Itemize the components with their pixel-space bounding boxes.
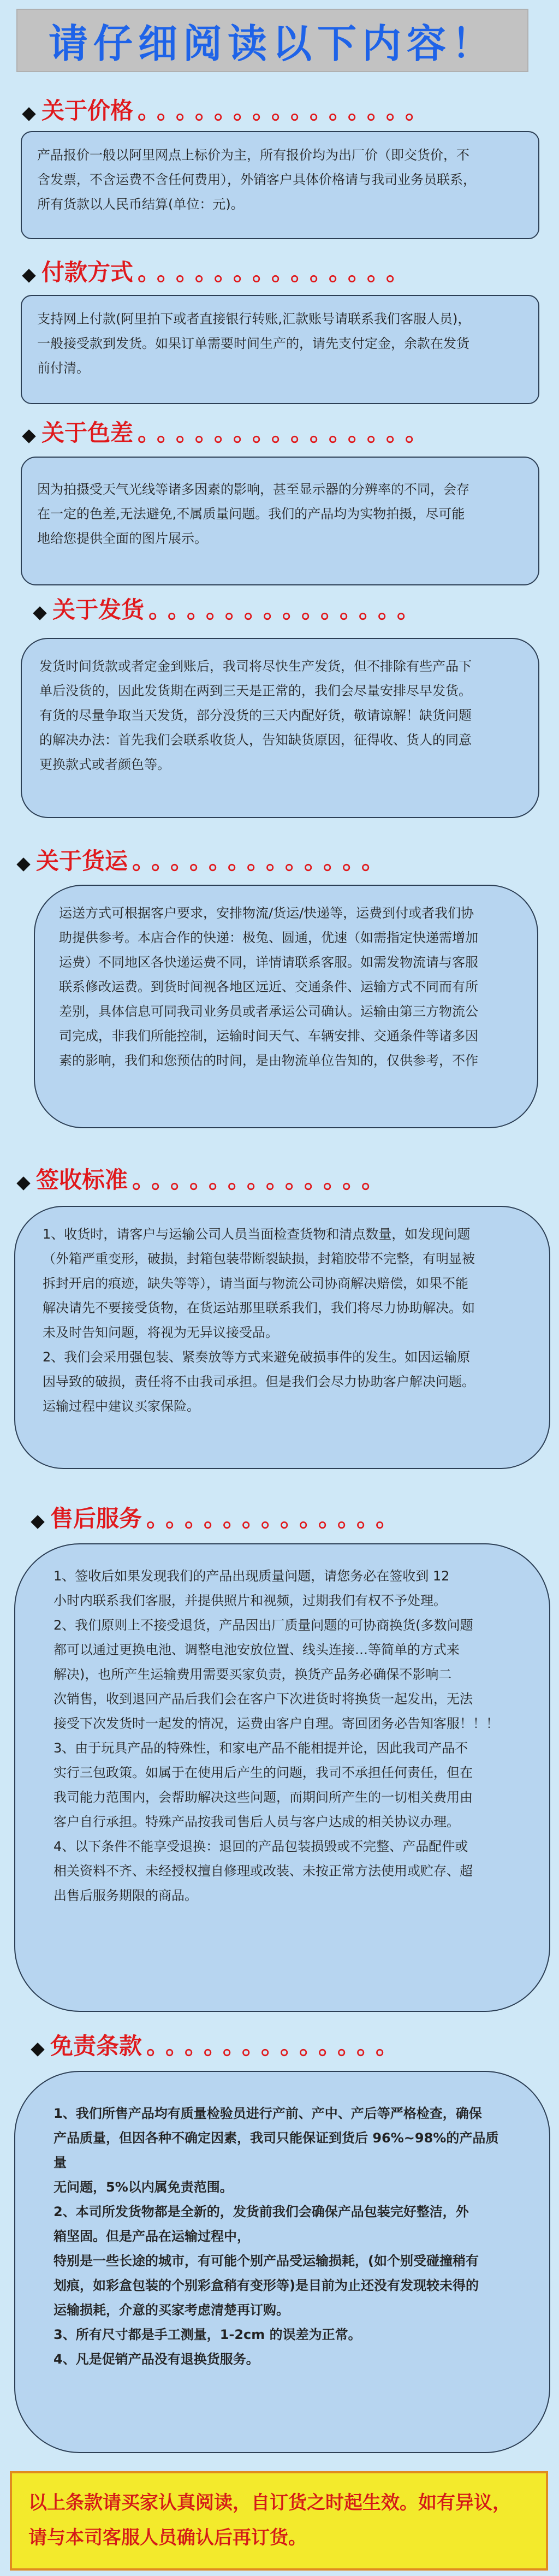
text-line: 产品质量，但因各种不确定因素，我司只能保证到货后 96%~98%的产品质量 <box>53 2130 499 2170</box>
text-line: 小时内联系我们客服，并提供照片和视频，过期我们有权不予处理。 <box>53 1593 447 1608</box>
text-line: 差别，具体信息可同我司业务员或者承运公司确认。运输由第三方物流公 <box>59 1004 478 1019</box>
text-line: 3、由于玩具产品的特殊性，和家电产品不能相提并论，因此我司产品不 <box>53 1740 468 1756</box>
section-heading-color <box>24 415 436 448</box>
text-line: 有货的尽量争取当天发货，部分没货的三天内配好货，敬请谅解！缺货问题 <box>39 708 472 723</box>
text-line: 的解决办法：首先我们会联系收货人，告知缺货原因，征得收、货人的同意 <box>39 732 472 748</box>
text-line: 都可以通过更换电池、调整电池安放位置、线头连接…等简单的方式来 <box>53 1642 460 1657</box>
text-line: 运输过程中建议买家保险。 <box>43 1399 200 1414</box>
text-line: 产品报价一般以阿里网点上标价为主，所有报价均为出厂价（即交货价，不 <box>37 147 469 163</box>
section-title: 付款方式 <box>41 259 134 286</box>
text-line: 3、所有尺寸都是手工测量，1-2cm 的误差为正常。 <box>53 2327 361 2342</box>
text-line: 运费）不同地区各快递运费不同，详情请联系客服。如需发物流请与客服 <box>59 955 478 970</box>
section-heading-disclaimer <box>33 2028 406 2061</box>
notice-banner <box>16 9 528 72</box>
text-line: 含发票，不含运费不含任何费用），外销客户具体价格请与我司业务员联系， <box>37 172 476 187</box>
text-line: 单后没货的，因此发货期在两到三天是正常的，我们会尽量安排尽早发货。 <box>39 683 472 698</box>
text-line: 司完成，非我们所能控制，运输时间天气、车辆安排、交通条件等诸多因 <box>59 1028 478 1044</box>
text-line: 4、以下条件不能享受退换：退回的产品包装损毁或不完整、产品配件或 <box>53 1839 468 1854</box>
text-line: 解决)，也所产生运输费用需要买家负责，换货产品务必确保不影响二 <box>53 1667 452 1682</box>
section-dots: 。。。。。。。。。。。。。。。 <box>138 97 436 124</box>
section-dots: 。。。。。。。。。。。。。。 <box>138 259 417 286</box>
section-heading-price <box>24 93 436 126</box>
text-line: 箱坚固。但是产品在运输过程中， <box>53 2229 250 2244</box>
section-title: 关于色差 <box>41 419 134 446</box>
text-line: 支持网上付款(阿里拍下或者直接银行转账,汇款账号请联系我们客服人员)， <box>37 311 471 327</box>
section-box-after-sales <box>14 1543 550 2012</box>
section-heading-after-sales <box>33 1501 406 1533</box>
section-heading-freight <box>19 843 392 876</box>
text-line: 联系修改运费。到货时间视各地区远近、交通条件、运输方式不同而有所 <box>59 979 478 994</box>
section-box-payment <box>21 295 539 404</box>
section-box-color <box>21 457 539 585</box>
text-line: 4、凡是促销产品没有退换货服务。 <box>53 2352 259 2367</box>
text-line: 接受下次发货时一起发的情况，运费由客户自理。寄回团务必告知客服！！！ <box>53 1716 499 1731</box>
text-line: 特别是一些长途的城市，有可能个别产品受运输损耗，(如个别受碰撞稍有 <box>53 2253 479 2269</box>
notice-line: 请与本司客服人员确认后再订货。 <box>28 2527 307 2549</box>
section-box-receipt <box>14 1206 550 1469</box>
section-box-disclaimer <box>14 2071 550 2453</box>
section-box-price <box>21 131 539 239</box>
text-line: 1、我们所售产品均有质量检验员进行产前、产中、产后等严格检查，确保 <box>53 2106 482 2121</box>
text-line: 2、我们会采用强包装、紧奏放等方式来避免破损事件的发生。如因运输原 <box>43 1349 471 1365</box>
final-notice <box>10 2471 548 2571</box>
text-line: 实行三包政策。如属于在使用后产生的问题，我司不承担任何责任，但在 <box>53 1765 473 1780</box>
text-line: 运输损耗，介意的买家考虑清楚再订购。 <box>53 2302 289 2318</box>
text-line: 拆封开启的痕迹，缺失等等），请当面与物流公司协商解决赔偿，如果不能 <box>43 1276 468 1291</box>
text-line: 素的影响，我们和您预估的时间，是由物流单位告知的，仅供参考，不作 <box>59 1053 478 1068</box>
section-heading-shipping <box>35 592 427 625</box>
section-title: 签收标准 <box>36 1166 128 1193</box>
text-line: 2、本司所发货物都是全新的，发货前我们会确保产品包装完好整洁，外 <box>53 2204 469 2219</box>
text-line: 发货时间货款或者定金到账后，我司将尽快生产发货，但不排除有些产品下 <box>39 659 472 674</box>
text-line: 次销售，收到退回产品后我们会在客户下次进货时将换货一起发出，无法 <box>53 1691 473 1707</box>
section-dots: 。。。。。。。。。。。。。。 <box>148 596 428 623</box>
text-line: 出售后服务期限的商品。 <box>53 1888 198 1903</box>
section-heading-payment <box>24 254 417 287</box>
text-line: 我司能力范围内，会帮助解决这些问题，而期间所产生的一切相关费用由 <box>53 1790 473 1805</box>
text-line: 前付清。 <box>37 360 90 376</box>
text-line: 地给您提供全面的图片展示。 <box>37 531 207 546</box>
section-title: 免责条款 <box>50 2033 142 2059</box>
text-line: 未及时告知问题，将视为无异议接受品。 <box>43 1325 278 1340</box>
text-line: （外箱严重变形，破损，封箱包装带断裂缺损，封箱胶带不完整，有明显被 <box>43 1251 475 1266</box>
section-title: 售后服务 <box>50 1505 142 1532</box>
section-title: 关于发货 <box>52 596 145 623</box>
section-heading-receipt <box>19 1162 392 1195</box>
section-dots: 。。。。。。。。。。。。。 <box>132 848 393 874</box>
text-line: 划痕，如彩盒包装的个别彩盒稍有变形等)是目前为止还没有发现较未得的 <box>53 2278 479 2293</box>
text-line: 解决请先不要接受货物，在货运站那里联系我们，我们将尽力协助解决。如 <box>43 1300 475 1316</box>
section-title: 关于价格 <box>41 97 134 124</box>
section-box-shipping <box>21 638 539 818</box>
text-line: 因为拍摄受天气光线等诸多因素的影响，甚至显示器的分辨率的不同，会存 <box>37 482 469 497</box>
section-dots: 。。。。。。。。。。。。。 <box>146 1505 407 1532</box>
section-box-freight <box>34 885 538 1128</box>
text-line: 因导致的破损，责任将不由我司承担。但是我们会尽力协助客户解决问题。 <box>43 1374 475 1389</box>
text-line: 客户自行承担。特殊产品按我司售后人员与客户达成的相关协议办理。 <box>53 1814 460 1829</box>
notice-line: 以上条款请买家认真阅读，自订货之时起生效。如有异议， <box>28 2492 511 2514</box>
section-dots: 。。。。。。。。。。。。。。。 <box>138 419 436 446</box>
text-line: 1、收货时，请客户与运输公司人员当面检查货物和清点数量，如发现问题 <box>43 1227 471 1242</box>
text-line: 无问题，5%以内属免责范围。 <box>53 2180 233 2195</box>
text-line: 相关资料不齐、未经授权擅自修理或改装、未按正常方法使用或贮存、超 <box>53 1863 473 1879</box>
text-line: 在一定的色差,无法避免,不属质量问题。我们的产品均为实物拍摄，尽可能 <box>37 506 465 522</box>
text-line: 1、签收后如果发现我们的产品出现质量问题，请您务必在签收到 12 <box>53 1568 450 1584</box>
section-dots: 。。。。。。。。。。。。。 <box>146 2033 407 2059</box>
banner-title: 请仔细阅读以下内容！ <box>48 21 496 67</box>
text-line: 所有货款以人民币结算(单位：元)。 <box>37 197 244 212</box>
text-line: 助提供参考。本店合作的快递：极兔、圆通，优速（如需指定快递需增加 <box>59 930 478 945</box>
text-line: 更换款式或者颜色等。 <box>39 757 170 772</box>
text-line: 一般接受款到发货。如果订单需要时间生产的，请先支付定金，余款在发货 <box>37 336 469 351</box>
section-title: 关于货运 <box>36 848 128 874</box>
section-dots: 。。。。。。。。。。。。。 <box>132 1166 393 1193</box>
text-line: 2、我们原则上不接受退货，产品因出厂质量问题的可协商换货(多数问题 <box>53 1618 473 1633</box>
text-line: 运送方式可根据客户要求，安排物流/货运/快递等，运费到付或者我们协 <box>59 905 474 921</box>
